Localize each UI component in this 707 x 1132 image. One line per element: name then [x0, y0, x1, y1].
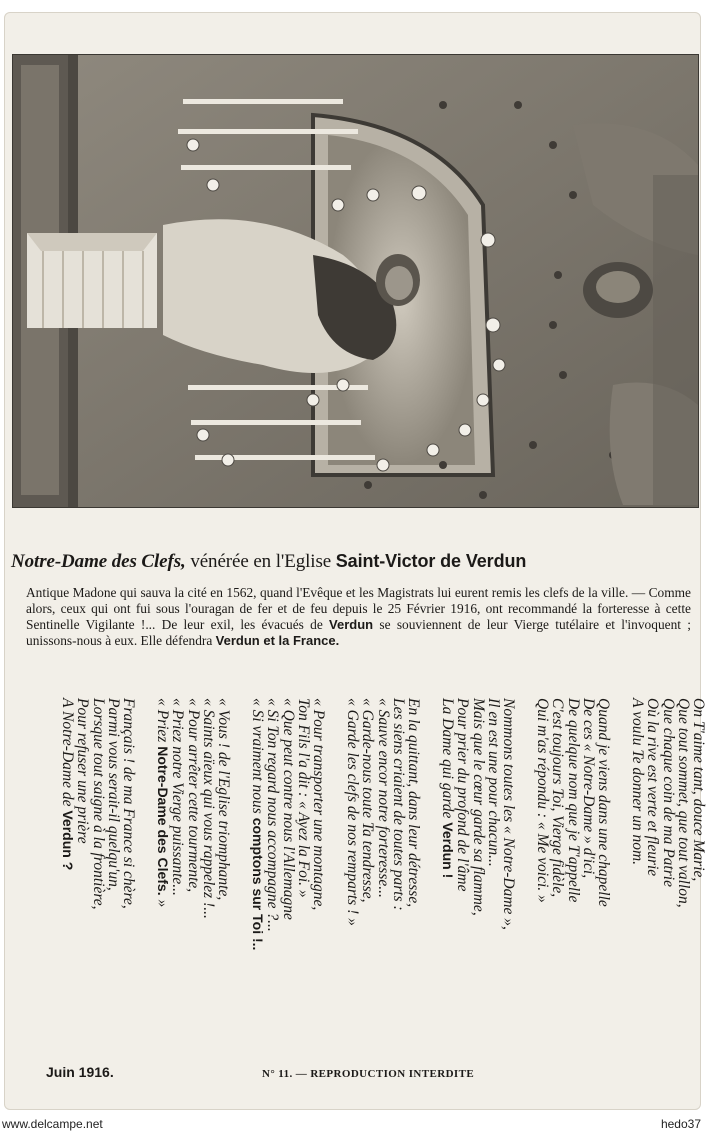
poem-line — [391, 698, 406, 1043]
stanza-4 — [345, 698, 421, 1043]
poem-line — [676, 698, 691, 1043]
body-text-2: se souviennent de leur Vierge tutélaire et l'invoquent ; unissons-nous à eux. Elle défendra — [26, 617, 691, 648]
footer-date: Juin 1916. — [46, 1064, 114, 1080]
poem-line-text: « Pour arrêter cette tourmente, — [184, 698, 202, 893]
poem-line — [90, 698, 105, 1043]
poem-line-end: » — [154, 895, 172, 908]
stanza-1 — [630, 698, 706, 1043]
poem-line — [691, 698, 706, 1043]
poem-line-text: « Saints aïeux qui vous rappelez !... — [199, 698, 217, 919]
poem-line — [106, 698, 121, 1043]
poem-line — [440, 698, 455, 1043]
poem-line — [265, 698, 280, 1043]
poem-line-text: « Pour transporter une montagne, — [310, 698, 327, 911]
poem-line — [121, 698, 136, 1043]
title-bold: Saint-Victor de Verdun — [335, 551, 527, 571]
photo-illustration — [13, 55, 698, 507]
poem-line-text: Parmi vous serait-il quelqu'un, — [104, 698, 122, 891]
madonna-photograph — [12, 54, 699, 508]
poem-line-text: Les siens criaient de toutes parts : — [389, 698, 407, 911]
poem-line — [565, 698, 580, 1043]
caption-body — [26, 585, 691, 649]
stanza-6 — [155, 698, 231, 1043]
poem-line — [660, 698, 675, 1043]
poem-line-text: A Notre-Dame de — [59, 698, 77, 811]
poem-line-text: Pour prier du profond de l'âme — [454, 698, 472, 892]
poem-line — [345, 698, 360, 1043]
poem-line-text: « Priez — [154, 698, 172, 747]
poem-line-text: Qui m'as répondu : « Me voici. » — [534, 698, 552, 903]
poem-line-text: « Priez notre Vierge puissante... — [169, 698, 187, 896]
poem-line-text: La Dame qui garde — [439, 698, 457, 823]
poem-line — [185, 698, 200, 1043]
poem-bold: Verdun ? — [60, 810, 77, 871]
poem-line-text: Ton Fils l'a dit : « Ayez la Foi. » — [294, 698, 312, 898]
poem-line — [455, 698, 470, 1043]
poem-line — [581, 698, 596, 1043]
poem-line — [550, 698, 565, 1043]
poem-line-text: Mais que le cœur garde sa flamme, — [469, 698, 487, 916]
title-italic: Notre-Dame des Clefs, — [11, 551, 186, 572]
poem-line-text: Où la rive est verte et fleurie — [644, 698, 662, 877]
poem-line — [60, 698, 75, 1043]
poem-bold: Notre-Dame des Clefs. — [155, 746, 172, 896]
poem-line — [360, 698, 375, 1043]
poem-line-text: Que tout sommet, que tout vallon, — [674, 698, 692, 908]
poem-line-text: Pour refuser une prière — [74, 698, 92, 844]
poem-line-text: Que chaque coin de ma Patrie — [659, 698, 677, 887]
poem-bold: comptons sur Toi !.. — [250, 817, 267, 951]
poem-line-text: « Garde les clefs de nos remparts ! » — [344, 698, 362, 926]
poem-line — [216, 698, 231, 1043]
stanza-3 — [440, 698, 516, 1043]
poem-line — [596, 698, 611, 1043]
poem-line-text: C'est toujours Toi, Vierge fidèle, — [549, 698, 567, 898]
poem-rotated — [26, 698, 706, 1043]
poem-line-text: « Vous ! de l'Eglise triomphante, — [215, 698, 232, 901]
poem-line — [470, 698, 485, 1043]
poem-line — [501, 698, 516, 1043]
title-mid: vénérée en l'Eglise — [185, 551, 336, 572]
poem-line-text: De quelque nom que je T'appelle — [564, 698, 582, 903]
poem-line — [645, 698, 660, 1043]
poem-line — [280, 698, 295, 1043]
poem-line — [535, 698, 550, 1043]
stanza-7 — [60, 698, 136, 1043]
poem-line-text: De ces « Notre-Dame » d'ici, — [579, 698, 597, 879]
poem-bold: Verdun ! — [440, 822, 457, 879]
stanza-2 — [535, 698, 611, 1043]
caption-title — [11, 551, 701, 573]
poem-columns — [26, 698, 706, 1043]
postcard — [4, 12, 707, 1110]
watermark-site: www.delcampe.net — [2, 1117, 103, 1131]
poem-line-text: « Sauve encor notre forteresse... — [374, 698, 392, 898]
watermark-user: hedo37 — [660, 1117, 701, 1131]
poem-line-text: Français ! de ma France si chère, — [120, 698, 137, 909]
poem-line — [170, 698, 185, 1043]
body-text-1: Antique Madone qui sauva la cité en 1562, quand l'Evêque et les Magistrats lui eurent remis les clefs de la ville. — Comme alors, ceux qui ont fui sous l'ouragan de fer et de feu depuis le 25 Février 1916, ont recommandé la forteresse à cette Sentinelle Vigilante !... De leur exil, les évacués de — [26, 585, 691, 632]
poem-line-text: Il en est une pour chacun... — [484, 698, 502, 867]
poem-line — [486, 698, 501, 1043]
poem-line — [250, 698, 265, 1043]
poem-line-text: « Si Ton regard nous accompagne ?... — [264, 698, 282, 932]
poem-line-text: « Garde-nous toute Ta tendresse, — [359, 698, 377, 903]
footer-note: N° 11. — REPRODUCTION INTERDITE — [262, 1068, 475, 1080]
poem-line-text: Quand je viens dans une chapelle — [595, 698, 612, 907]
stanza-5 — [250, 698, 326, 1043]
poem-line — [155, 698, 170, 1043]
poem-line — [201, 698, 216, 1043]
body-bold-2: Verdun et la France. — [215, 633, 340, 648]
poem-line — [311, 698, 326, 1043]
poem-line — [75, 698, 90, 1043]
poem-line-text: En la quittant, dans leur détresse, — [405, 698, 422, 908]
body-bold-1: Verdun — [329, 617, 374, 632]
poem-line-text: Nommons toutes les « Notre-Dame », — [500, 698, 517, 930]
poem-line-text: « Que peut contre nous l'Allemagne — [279, 698, 297, 920]
poem-line-text: On T'aime tant, douce Marie, — [690, 698, 707, 882]
poem-line — [296, 698, 311, 1043]
poem-line — [630, 698, 645, 1043]
poem-line-text: « Si vraiment nous — [249, 698, 267, 818]
poem-line — [406, 698, 421, 1043]
poem-line-text: Lorsque tout saigne à la frontière, — [89, 698, 107, 910]
poem-line — [375, 698, 390, 1043]
poem-line-text: A voulu Te donner un nom. — [629, 698, 647, 866]
